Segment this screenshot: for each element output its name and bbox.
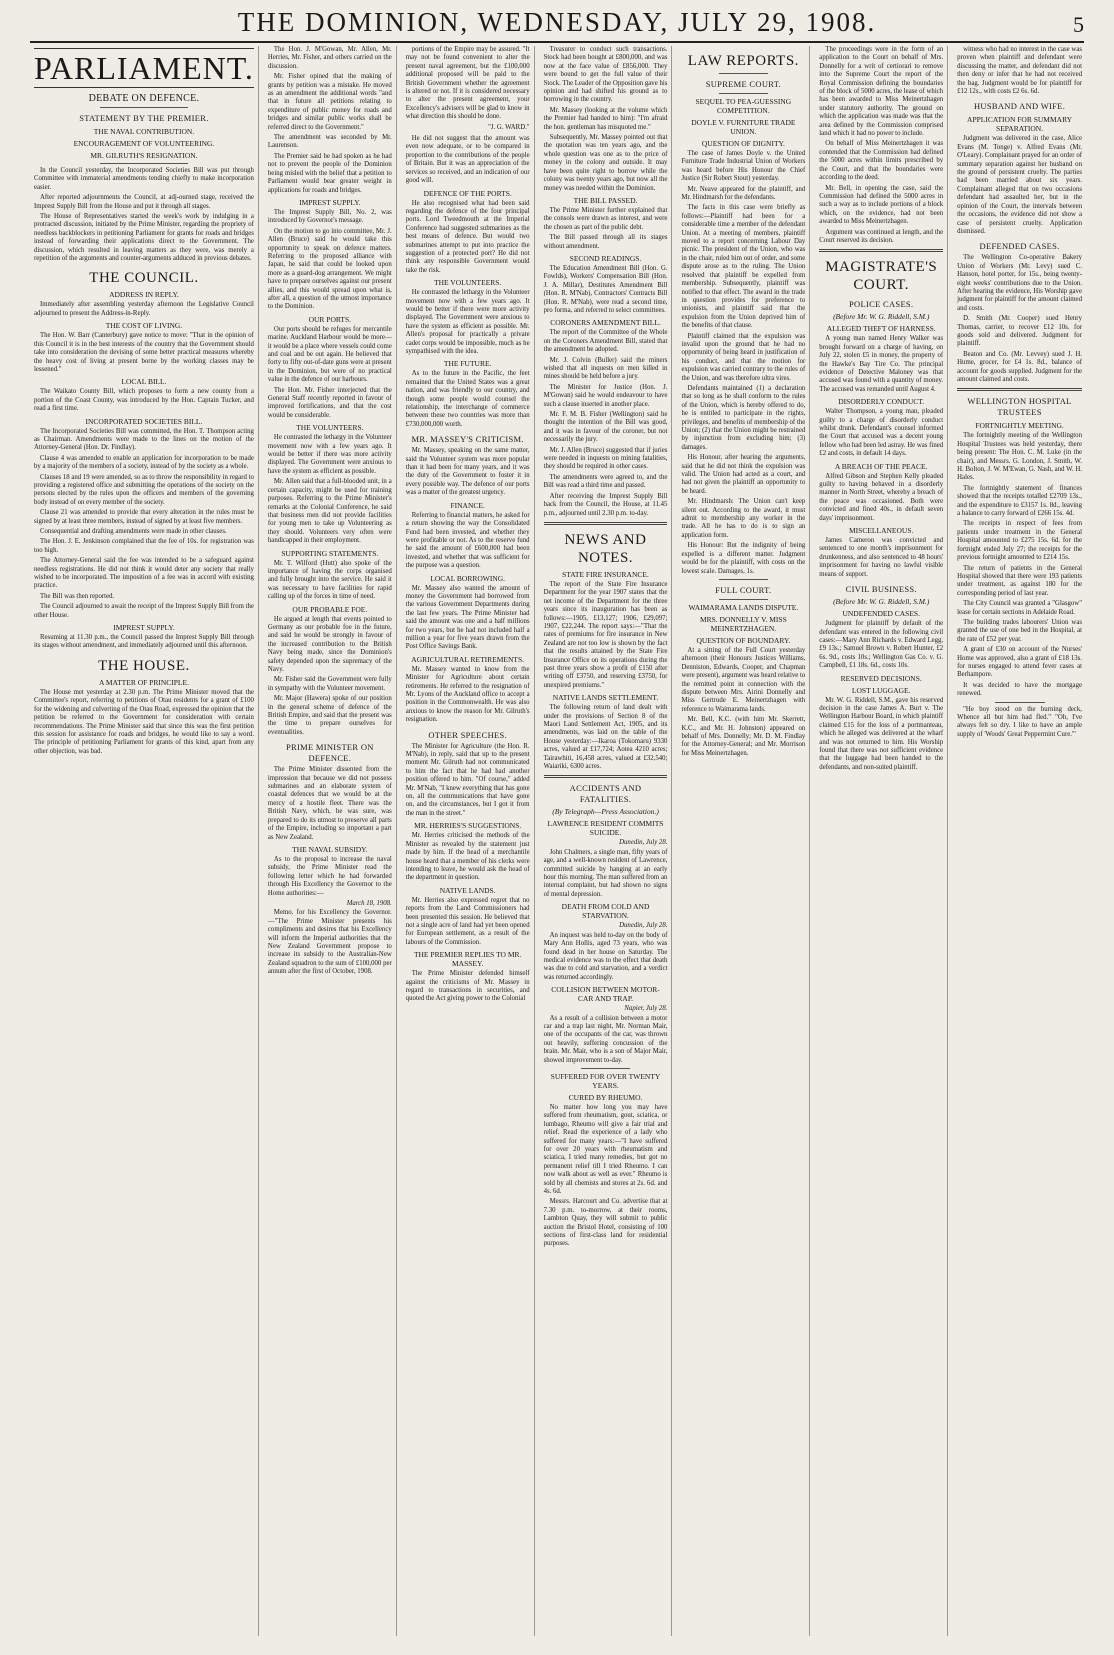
paragraph: He did not suggest that the amount was even now adequate, or to be compared in proportion to the contributions of the people of Britain. But it was an appreciation of the services so received, and an indication of our good will. (405, 135, 530, 185)
paragraph: In the Council yesterday, the Incorporated Societies Bill was put through Committee with immaterial amendments tending chiefly to make incorporation easier. (34, 167, 254, 191)
paragraph: The Education Amendment Bill (Hon. G. Fowlds), Workers' Compensation Bill (Hon. J. A. Millar), Destitutes Amendment Bill (Hon. R. M'Nab), Contractors' Contracts Bill (Hon. R. M'Nab), were read a second time, pro forma, and referred to select committees. (543, 264, 668, 314)
paragraph: The Minister for Justice (Hon. J. M'Gowan) said he would endeavour to have such a clause inserted in another place. (543, 383, 668, 408)
section-heading: WELLINGTON HOSPITAL TRUSTEES (967, 396, 1072, 418)
subheading: MRS. DONNELLY V. MISS MEINERTZHAGEN. (699, 614, 787, 633)
paragraph: It was decided to have the mortgage renewed. (957, 681, 1082, 698)
subheading: ENCOURAGEMENT OF VOLUNTEERING. (73, 139, 215, 148)
columns (30, 46, 1086, 1636)
subheading: SUPPORTING STATEMENTS. (281, 548, 379, 558)
paragraph: Alfred Gibson and Stephen Kelly pleaded guilty to having behaved in a disorderly manner in North Street, whereby a breach of the peace was occasioned. Both were convicted and fined 40s., in default seven days' imprisonment. (819, 472, 944, 522)
paragraph: Subsequently, Mr. Massey pointed out that the quotation was ten years ago, and the whole question was one as to the price of money in the colony and outside. It may have been quite right to borrow while the colony was twenty years ago, but now all the money was needed within the Dominion. (543, 134, 668, 192)
subheading: SEQUEL TO PEA-GUESSING COMPETITION. (695, 97, 792, 115)
paragraph: After receiving the Imprest Supply Bill back from the Council, the House, at 11.45 p.m., adjourned until 2.30 p.m. to-day. (543, 492, 668, 517)
paragraph: Judgment for plaintiff by default of the defendant was entered in the following civil cases:—Mary Ann Richards v. Edward Legg, £9 13s.; Samuel Brown v. Robert Hunter, £2 6s. 9d., costs 10s.; Wellington Gas Co. v. G. Campbell, £1 18s. 6d., costs 10s. (819, 620, 944, 670)
paragraph: Mr. Massey wanted to know from the Minister for Agriculture about certain retirements. He referred to the resignation of Mr. Lyons of the Auckland office to accept a position in the Commonwealth. He was also anxious to know the reason for Mr. Gilruth's resignation. (405, 665, 530, 724)
dateline: Dunedin, July 28. (619, 922, 668, 930)
article-heading: DEBATE ON DEFENCE. (88, 93, 200, 104)
paragraph: Mr. Bell, in opening the case, said the Commission had defined the 5000 acres in such a way as to include portions of a block which, on the evidence, had not been awarded to Miss Meinertzhagen. (819, 184, 944, 226)
parliament-banner: PARLIAMENT. (34, 50, 254, 86)
subheading: DEFENDED CASES. (979, 241, 1060, 252)
paragraph: The receipts in respect of fees from patients under treatment in the General Hospital amounted to £275 15s. 6d. for the fortnight ended July 27; the receipts for the previous fortnight amounted to £214 15s. (957, 520, 1082, 562)
subheading: DISORDERLY CONDUCT. (838, 397, 925, 407)
paragraph: As to the proposal to increase the naval subsidy, the Prime Minister read the following letter which he had forwarded through His Excellency the Governor to the Home authorities:— (267, 855, 392, 897)
paragraph: The Hon. J. E. Jenkinson complained that the fee of 10s. for registration was too high. (34, 538, 254, 554)
paragraph: As a result of a collision between a motor car and a trap last night, Mr. Norman Mair, one of the occupants of the car, was thrown out heavily, suffering concussion of the brain. Mr. Mair, who is a son of Major Mair, showed improvement to-day. (543, 1014, 668, 1064)
paragraph: Clauses 18 and 19 were amended, so as to throw the responsibility in regard to providing a registered office and submitting the operations of the society on the persons elected by the rules upon the officers and members of the governing body instead of on every member of the society. (34, 473, 254, 506)
subheading: NATIVE LANDS SETTLEMENT. (552, 693, 659, 703)
paragraph: Mr. F. M. B. Fisher (Wellington) said he thought the intention of the Bill was good, and it was in favour of the coroner, but not necessarily the jury. (543, 411, 668, 444)
paragraph: He argued at length that events pointed to Germany as our probable foe in the future, and said he would be strongly in favour of the increased contribution to the British Navy being made, since the Dominion's safety depended upon the supremacy of the Navy. (267, 615, 392, 673)
paragraph: Mr. Herries also expressed regret that no reports from the Land Commissioners had been presented this session. He believed that not a single acre of land had yet been opened for European settlement, as a result of the labours of the Commission. (405, 896, 530, 946)
paragraph: The Premier said he had spoken as he had not to prevent the people of the Dominion being misled with the belief that a petition to Parliament would bear greater weight in applications for roads and bridges. (267, 152, 392, 194)
subheading: THE NAVAL CONTRIBUTION. (93, 127, 195, 136)
subheading: DOYLE V. FURNITURE TRADE UNION. (691, 118, 796, 136)
dateline: Dunedin, July 28. (619, 839, 668, 847)
subheading: THE COST OF LIVING. (105, 321, 183, 331)
subheading: MISCELLANEOUS. (849, 526, 914, 536)
section-heading: THE COUNCIL. (89, 270, 199, 287)
subheading: IMPREST SUPPLY. (299, 197, 361, 207)
paragraph: Our ports should be refuges for mercantile marine. Auckland Harbour would be more—it would be a place where vessels could come and coal and be out again. He believed that forty to fifty out-of-date guns were at present in the Dominion, but were of no practical value in the defence of our harbours. (267, 325, 392, 384)
paragraph: On behalf of Miss Meinertzhagen it was contended that the Commission had defined the 5000 acres within limits prescribed by the Court, and that the boundaries were according to the deed. (819, 140, 944, 182)
paragraph: The Imprest Supply Bill, No. 2, was introduced by Governor's message. (267, 208, 392, 225)
paragraph: He contrasted the lethargy in the Volunteer movement now with a few years ago. It would be better if there were more activity displayed. The Government were anxious to have the system as efficient as possible. Mr. Allen's proposal for practically a private cadet corps would be impossible, much as he sympathised with the idea. (405, 289, 530, 355)
paragraph: The Prime Minister defended himself against the criticisms of Mr. Massey in regard to transactions in securities, and quoted the Act giving power to the Colonial (405, 970, 530, 1003)
column-3 (402, 46, 535, 1636)
subheading: FORTNIGHTLY MEETING. (975, 421, 1064, 431)
paragraph: The amendment was seconded by Mr. Laurenson. (267, 134, 392, 150)
paragraph: No matter how long you may have suffered from rheumatism, gout, sciatica, or lumbago, Rheumo will give a fair trial and relief. Read the experience of a lady who suffered for many years:—"I have suffered for over 20 years with rheumatism and sciatica, I tried many remedies, but got no permanent relief till I tried Rheumo. I can now walk about as well as ever." Rheumo is sold by all chemists and stores at 2s. 6d. and 4s. 6d. (543, 1103, 668, 1196)
paragraph: The report of the State Fire Insurance Department for the year 1907 states that the net income of the Department for the three years since its inauguration has been as follows:—1905, £13,127; 1906, £29,097; 1907, £22,244. The report says:—"That the rates of premiums for fire insurance in New Zealand are not too low is shown by the fact that the results attained by the State Fire Insurance Office on its operations during the past three years show a profit of £150 after writing off £3750, and reserving £3750, for unexpired premiums." (543, 580, 668, 689)
paragraph: He also recognised what had been said regarding the defence of the four principal ports. Lord Tweedmouth at the Imperial Conference had suggested submarines as the best means of defence. But would two submarines attempt to put into practice the suggestion of a protected port? He did not think any responsible Government would take the risk. (405, 199, 530, 274)
paragraph: After reported adjournments the Council, at adj-ourned stage, received the Imprest Supply Bill from the House and put it through all stages. (34, 194, 254, 210)
paragraph: The Prime Minister further explained that the consols were drawn as interest, and were the chosen as part of the public debt. (543, 206, 668, 231)
paragraph: Defendants maintained (1) a declaration that so long as he shall conform to the rules of the Union, which is hereby offered to do, he is entitled to participate in the rights, privileges, and benefits of membership of the Union; (2) that the Union might be restrained by injunction from excluding him; (3) damages. (681, 384, 806, 451)
paragraph: The fortnightly meeting of the Wellington Hospital Trustees was held yesterday, there being present: The Hon. C. M. Luke (in the chair), and Messrs. G. London, J. Smith, W. H. Bolton, J. W. M'Ewan, G. Nash, and W. H. Hales. (957, 432, 1082, 482)
column-2 (264, 46, 397, 1636)
subheading: PRIME MINISTER ON DEFENCE. (285, 742, 374, 764)
paragraph: portions of the Empire may be assured. "It may not be found convenient to alter the present naval agreement, but the £100,000 additional proposed will be paid to the British Government whether the agreement is altered or not. If it is considered necessary to alter the present agreement, your Excellency's advisers will be glad to know in what direction this should be done. (405, 46, 530, 121)
paragraph: Mr. Herries criticised the methods of the Minister as revealed by the statement just made by him. If the head of a merchantile house heard that a member of his clerks were intending to leave, he would ask the head of the department in question. (405, 832, 530, 882)
subheading: UNDEFENDED CASES. (842, 609, 920, 619)
subheading: WAIMARAMA LANDS DISPUTE. (688, 602, 799, 612)
subheading: MR. MASSEY'S CRITICISM. (411, 434, 524, 445)
paragraph: Consequential and drafting amendments were made in other clauses. (40, 528, 227, 535)
paragraph: The Prime Minister dissented from the impression that because we did not possess submarines and an elaborate system of coastal defences that we would be at the mercy of a hostile fleet. There was the British Navy, which, he was sure, was prepared to do its utmost to preserve all parts of the Empire, including so important a part as New Zealand. (267, 766, 392, 841)
paragraph: Memo. for his Excellency the Governor.—"The Prime Minister presents his compliments and desires that his Excellency will inform the Imperial authorities that the New Zealand Government propose to increase its subsidy to the Australian-New Zealand squadron to the sum of £100,000 per annum after the first of October, 1908. (267, 909, 392, 976)
paragraph: Mr. Neave appeared for the plaintiff, and Mr. Hindmarsh for the defendants. (681, 185, 806, 202)
credit-line: (By Telegraph—Press Association.) (552, 807, 659, 817)
paragraph: Walter Thompson, a young man, pleaded guilty to a charge of disorderly conduct whilst drunk. Defendant's counsel informed the Court that accused was a decent young fellow who had been led astray. He was fined £2 and costs, in default 14 days. (819, 408, 944, 458)
paragraph: On the motion to go into committee, Mr. J. Allen (Bruce) said he would take this opportunity to speak on defence matters. Referring to the proposed alliance with Japan, he said that could be looked upon more as a guard-dog arrangement. We might have to prepare ourselves against our present allies, and this would spread upon what is, after all, a question of the utmost importance to the Dominion. (267, 227, 392, 311)
credit-line: (Before Mr. W. G. Riddell, S.M.) (833, 597, 930, 607)
subheading: MR. GILRUTH'S RESIGNATION. (90, 151, 198, 160)
subheading: ADDRESS IN REPLY. (109, 290, 179, 300)
subheading: LOST LUGGAGE. (851, 685, 911, 695)
section-heading: NEWS AND NOTES. (564, 531, 647, 566)
subheading: FULL COURT. (715, 584, 772, 595)
subheading: CIVIL BUSINESS. (845, 584, 917, 595)
subheading: THE NAVAL SUBSIDY. (292, 844, 368, 854)
credit-line: (Before Mr. W. G. Riddell, S.M.) (833, 312, 930, 322)
paragraph: D. Smith (Mr. Cooper) sued Henry Thomas, carrier, to recover £12 10s. for goods sold and delivered. Judgment for plaintiff. (957, 315, 1082, 348)
paragraph: Mr. Allen said that a full-blooded unit, in a certain capacity, might be used for training purposes. Referring to the Prime Minister's remarks at the Colonial Conference, he said that business men did not provide facilities for young men to take up Volunteering as they should. Volunteers very often were handicapped in their employment. (267, 478, 392, 545)
subheading: MR. HERRIES'S SUGGESTIONS. (414, 821, 522, 831)
paragraph: A grant of £30 on account of the Nurses' Home was approved, also a grant of £18 13s. for nurses engaged to attend fever cases at Berhampore. (957, 646, 1082, 679)
paragraph: Clause 21 was amended to provide that every alteration in the rules must be signed by at least three members, instead of signed by at least five members. (34, 509, 254, 525)
paragraph: The Bill passed through all its stages without amendment. (543, 234, 668, 250)
paragraph: Mr. J. Allen (Bruce) suggested that if juries were needed in inquests on mining fatalities, they should be required in other cases. (543, 446, 668, 471)
signature-line: "J. G. WARD." (488, 123, 530, 131)
subheading: FINANCE. (450, 500, 485, 510)
section-heading: LAW REPORTS. (687, 53, 799, 69)
paragraph: The House of Representatives started the week's work by indulging in a protracted discussion, initiated by the Prime Minister, regarding the propriety of needless backblockers in petitioning Parliament for grants for roads and bridges instead of forwarding their applications direct to the Government. The discussion, which resulted in leaving matters as they were, was merely a repetition of the arguments and counter-arguments adduced in previous debates. (34, 213, 254, 263)
subheading: CURED BY RHEUMO. (568, 1092, 643, 1102)
subheading: STATE FIRE INSURANCE. (562, 569, 649, 579)
dateline: Napier, July 28. (624, 1005, 668, 1013)
page-number: 5 (1073, 12, 1084, 37)
dateline: March 18, 1908. (346, 899, 392, 907)
subheading: QUESTION OF BOUNDARY. (696, 635, 791, 645)
paragraph: The Incorporated Societies Bill was committed, the Hon. T. Thompson acting as Chairman. Amendments were made to the lines on the motion of the Attorney-General (Hon. Dr. Findlay). (34, 427, 254, 452)
paragraph: The House met yesterday at 2.30 p.m. The Prime Minister moved that the Committee's report, referring to petitions of Otau residents for a grant of £100 for the widening and culverting of the Otau Road, expressed the opinion that the petition be referred to the Government for consideration with certain recommendations. The Prime Minister said that since this was the first petition this session for assistance for roads and bridges, he would like to say a word. The principle of petitioning Parliament for grants of this kind, apart from any other objection, was bad. (34, 688, 254, 755)
paragraph: The City Council was granted a "Glasgow" lease for certain sections in Adelaide Road. (957, 600, 1082, 616)
paragraph: Referring to financial matters, he asked for a return showing the way the Consolidated Fund had been invested, and whether they were profitable or not. As to the reserve fund he said the amount of £600,000 had been invested, and whether that was sufficient for the purpose was a question. (405, 511, 530, 570)
paragraph: The Attorney-General said the fee was intended to be a safeguard against needless registrations. He did not think it would deter any society that really wished to be incorporated. The imposition of a fee was in accord with existing practice. (34, 557, 254, 590)
paragraph: Plaintiff claimed that the expulsion was invalid upon the ground that he had no opportunity of being heard in justification of his conduct, and that the motion for expulsion was carried contrary to the rules of the Union, and was therefore ultra vires. (681, 332, 806, 382)
paragraph: The amendments were agreed to, and the Bill was read a third time and passed. (543, 473, 668, 490)
paragraph: The case of James Doyle v. the United Furniture Trade Industrial Union of Workers was heard before His Honour the Chief Justice (Sir Robert Stout) yesterday. (681, 150, 806, 183)
subheading: THE VOLUNTEERS. (433, 278, 502, 288)
subheading: DEFENCE OF THE PORTS. (423, 188, 512, 198)
paragraph: Resuming at 11.30 p.m., the Council passed the Imprest Supply Bill through its stages without amendment, and immediately adjourned until this afternoon. (34, 634, 254, 650)
paragraph: Beaton and Co. (Mr. Levvey) sued J. H. Hume, grocer, for £4 1s. 8d., balance of account for goods supplied. Judgment for the amount claimed and costs. (957, 350, 1082, 383)
paragraph: Mr. J. Colvin (Buller) said the miners wished that all inquests on men killed in mines should be held before a jury. (543, 356, 668, 381)
subheading: COLLISION BETWEEN MOTOR-CAR AND TRAP. (551, 985, 660, 1004)
subheading: SUPREME COURT. (705, 79, 782, 89)
subheading: THE BILL PASSED. (573, 195, 638, 205)
paragraph: Mr. Bell, K.C. (with him Mr. Skerrett, K.C., and Mr. H. Johnston) appeared on behalf of Mrs. Donnelly; Mr. D. M. Findlay for the Attorney-General; and Mr. Morrison for Miss Meinertzhagen. (681, 716, 806, 757)
section-heading: THE HOUSE. (98, 657, 190, 674)
paragraph: The proceedings were in the form of an application to the Court on behalf of Mrs. Donnelly for a writ of certiorari to remove into the Supreme Court the report of the Royal Commission defining the boundaries of the block of 5000 acres, the lease of which has been awarded to Miss Meinertzhagen under statutory authority. The ground on which the application was made was that the area defined by the Commission comprised land which it had no power to include. (819, 46, 944, 138)
paragraph: Mr. W. G. Riddell, S.M., gave his reserved decision in the case James A. Burt v. The Wellington Harbour Board, in which plaintiff claimed £15 for the loss of a portmanteau, which he alleged was delivered at the wharf and was not returned to him. His Worship found that there was not sufficient evidence that the luggage had been handed to the defendants, and non-suited plaintiff. (819, 696, 944, 771)
paragraph: He contrasted the lethargy in the Volunteer movement now with a few years ago. It would be better if there was more activity displayed. The Government were anxious to have the system as efficient as possible. (267, 434, 392, 475)
paragraph: Argument was continued at length, and the Court reserved its decision. (819, 228, 944, 244)
paragraph: The Council adjourned to await the receipt of the Imprest Supply Bill from the other House. (34, 603, 254, 619)
column-1 (30, 46, 259, 1636)
subheading: OUR PROBABLE FOE. (292, 604, 368, 614)
paragraph: The fortnightly statement of finances showed that the receipts totalled £2709 13s., and the expenditure to £3157 1s. 8d., leaving a balance to carry forward of £266 15s. 4d. (957, 484, 1082, 518)
paragraph: The following return of land dealt with under the provisions of Section 8 of the Maori Land Settlement Act, 1905, and its amendments, was laid on the table of the House yesterday:—Ikaroa (Tokomaru) 9330 acres, valued at £17,724; Aotea 4210 acres; Tairawhiti, 16,458 acres, valued at £32,540; Waiariki, 6300 acres. (543, 704, 668, 771)
subheading: THE PREMIER REPLIES TO MR. MASSEY. (413, 950, 522, 969)
subheading: SECOND READINGS. (569, 253, 642, 263)
subheading: THE FUTURE. (443, 359, 492, 369)
paragraph: Treasurer to conduct such transactions. Stock had been bought at £800,000, and was now at the face value of £856,000. They were bound to get the full value of their Stock. The Leader of the Opposition gave his opinion and had shifted his ground as to borrowing in the country. (543, 46, 668, 104)
section-heading: ACCIDENTS AND FATALITIES. (569, 783, 642, 805)
paragraph: The return of patients in the General Hospital showed that there were 193 patients under treatment, as against 180 for the corresponding period of last year. (957, 564, 1082, 597)
subheading: APPLICATION FOR SUMMARY SEPARATION. (967, 115, 1073, 134)
paragraph: The report of the Committee of the Whole on the Coroners Amendment Bill, stated that the amendment be adopted. (543, 329, 668, 354)
paragraph: Mr. Major (Hawera) spoke of our position in the general scheme of defence of the British Empire, and said that the present was the time to prepare ourselves for eventualities. (267, 695, 392, 736)
paragraph: Mr. Massey (looking at the volume which the Premier had handed to him): "I'm afraid the hon. gentleman has misquoted me." (543, 106, 668, 131)
paragraph: Mr. Fisher said the Government were fully in sympathy with the Volunteer movement. (267, 676, 392, 692)
subheading: LAWRENCE RESIDENT COMMITS SUICIDE. (547, 819, 664, 838)
subheading: AGRICULTURAL RETIREMENTS. (411, 654, 525, 664)
subheading: OTHER SPEECHES. (428, 729, 507, 740)
paragraph: As to the future in the Pacific, the feet remained that the United States was a great nation, and was friendly to our country, and though some people would counsel the relationship, the interchange of commerce between these two countries was more than £730,000,000 worth. (405, 370, 530, 428)
subheading: INCORPORATED SOCIETIES BILL. (85, 416, 203, 426)
column-4 (540, 46, 673, 1636)
subheading: QUESTION OF DIGNITY. (701, 139, 785, 148)
paragraph: The Wellington Co-operative Bakery Union of Workers (Mr. Levy) sued C. Hanson, hotel porter, for 15s., being twenty-eight weeks' contributions due to the Union. After hearing the evidence, His Worship gave judgment for plaintiff for the amount claimed and costs. (957, 254, 1082, 312)
masthead-title: THE DOMINION, WEDNESDAY, JULY 29, 1908. (237, 7, 877, 37)
subheading: ALLEGED THEFT OF HARNESS. (826, 324, 936, 334)
paragraph: witness who had no interest in the case was proven when plaintiff and defendant were discussing the matter, and defendant did not then deny or infer that he had not received the bag. Judgment would be for plaintiff for £12 12s., with costs £2 6s. 6d. (957, 46, 1082, 96)
subheading: NATIVE LANDS. (439, 885, 496, 895)
subheading: OUR PORTS. (308, 314, 352, 324)
paragraph: The Minister for Agriculture (the Hon. R. M'Nab), in reply, said that up to the present moment Mr. Gilruth had not communicated to him the fact that he had had another position offered to him. "Of course," added Mr. M'Nab, "I knew everything that has gone on, all the communications that have gone on, and the circumstances, but I got it from the man in the street." (405, 742, 530, 817)
paragraph: The Bill was then reported. (40, 592, 115, 600)
paragraph: The Hon. J. M'Gowan, Mr. Allen, Mr. Herries, Mr. Fisher, and others carried on the discussion. (267, 46, 392, 70)
column-5 (677, 46, 810, 1636)
subheading: POLICE CASES. (849, 299, 914, 310)
paragraph: James Cameron was convicted and sentenced to one month's imprisonment for drunkenness, and also sentenced to 48 hours' imprisonment for having no lawful visible means of support. (819, 537, 944, 578)
subheading: SUFFERED FOR OVER TWENTY YEARS. (550, 1071, 661, 1090)
paragraph: The Hon. Mr. Fisher interjected that the General Staff recently reported in favour of improved fortifications, and that the cost would be considerable. (267, 386, 392, 419)
paragraph: An inquest was held to-day on the body of Mary Ann Hollis, aged 73 years, who was found dead in her house on Saturday. The medical evidence was to the effect that death was due to cold and starvation, and a verdict was returned accordingly. (543, 931, 668, 981)
paragraph: The facts in this case were briefly as follows:—Plaintiff had been for a considerable time a member of the defendant Union. At a meeting of members, plaintiff moved to a report concerning Labour Day picnic. The president of the Union, who was in the chair, ruled him out of order, and some dispute arose as to the ruling. The Union resolved that plaintiff be expelled from membership. Subsequently, plaintiff was notified to that effect. The award in the trade in question provides for preference to unionists, and plaintiff said that the expulsion from the Union deprived him of the benefits of that clause. (681, 204, 806, 330)
subheading: HUSBAND AND WIFE. (973, 101, 1066, 112)
paragraph: Mr. Massey, speaking on the same matter, said the Volunteer system was more popular than it had been for many years, and it was the duty of the Government to foster it in every possible way. The defence of our ports was a matter of the greatest urgency. (405, 447, 530, 497)
paragraph: Messrs. Harcourt and Co. advertise that at 7.30 p.m. to-morrow, at their rooms, Lambton Quay, they will submit to public auction the Bristol Hotel, consisting of 100 sections of first-class land for residential purposes. (543, 1198, 668, 1248)
paragraph: His Honour, after hearing the arguments, said that he did not think the expulsion was valid. The Union had acted as a court, and had not given the plaintiff an opportunity to be heard. (681, 454, 806, 495)
subheading: THE VOLUNTEERS. (296, 423, 364, 433)
paragraph: John Chalmers, a single man, fifty years of age, and a well-known resident of Lawrence, committed suicide by hanging at an early hour this morning. The man suffered from an internal complaint, but had shown no signs of mental depression. (543, 848, 668, 898)
subheading: LOCAL BORROWING. (430, 573, 506, 583)
paragraph: Mr. Massey also wanted the amount of money the Government had borrowed from the various Government Departments during the last few years. The Prime Minister had said the amount was one and a half millions for two years, but he had not included half a million a year for five years drawn from the Post Office Savings Bank. (405, 584, 530, 651)
subheading: STATEMENT BY THE PREMIER. (79, 113, 209, 123)
paragraph: Judgment was delivered in the case, Alice Evans (M. Tonge) v. Alfred Evans (Mr. O'Leary). Complainant prayed for an order of summary separation against her husband on the ground of persistent cruelty. The parties had been married about six years. Complainant alleged that on two occasions defendant had assaulted her, but in the opinion of the Court, the intervals between the occasions, the evidence did not show a case of persistent cruelty. Application dismissed. (957, 135, 1082, 235)
subheading: A BREACH OF THE PEACE. (834, 461, 928, 471)
subheading: CORONERS AMENDMENT BILL. (550, 318, 661, 328)
paragraph: At a sitting of the Full Court yesterday afternoon (their Honours Justices Williams, Denniston, Edwards, Cooper, and Chapman were present), argument was heard relative to the remitted point in connection with the dispute between Mrs. Airini Donnelly and Miss Gertrude E. Meinertzhagen with reference to Waimarama lands. (681, 646, 806, 713)
paragraph: Immediately after assembling yesterday afternoon the Legislative Council adjourned to present the Address-in-Reply. (34, 301, 254, 317)
masthead (30, 7, 1084, 43)
paragraph: The Waikato County Bill, which proposes to form a new county from a portion of the Coast County, was introduced by the Hon. Captain Tucker, and read a first time. (34, 388, 254, 413)
subheading: IMPREST SUPPLY. (113, 623, 175, 633)
paragraph: Mr. Hindmarsh: The Union can't keep silent out. According to the award, it must admit to membership any worker in the trade. All he has to do is to sign an application form. (681, 498, 806, 539)
subheading: RESERVED DECISIONS. (840, 673, 922, 683)
section-heading: MAGISTRATE'S COURT. (825, 259, 938, 294)
paragraph: The Hon. W. Barr (Canterbury) gave notice to move: "That in the opinion of this Council it is in the best interests of the country that the Government should take into consideration the devising of some better practical measures whereby the heavy cost of living at present borne by the working classes may be lessened." (34, 332, 254, 373)
paragraph: A young man named Henry Walker was brought forward on a charge of having, on July 22, stolen £5 in money, the property of the Hawke's Bay Tire Co. The principal evidence of Detective Maloney was that accused was found with a quantity of money. The accused was remanded until August 4. (819, 335, 944, 393)
column-6 (815, 46, 948, 1636)
paragraph: Clause 4 was amended to enable an application for incorporation to be made by a majority of the members of a society, instead of by the society as a whole. (34, 454, 254, 471)
paragraph: "He boy stood on the burning deck, Whence all but him had fled." "Oh, I've always felt so dry. I like to have an ample supply of 'Woods' Great Peppermint Cure.'" (957, 705, 1082, 738)
paragraph: His Honour: But the indignity of being expelled is a different matter. Judgment would be for the plaintiff, with costs on the lowest scale. Damages, 1s. (681, 542, 806, 575)
paragraph: Mr. T. Wilford (Hutt) also spoke of the importance of having the corps organised and fully brought into the service. He said it was necessary to have facilities for rapid calling up of the forces in time of need. (267, 559, 392, 601)
subheading: DEATH FROM COLD AND STARVATION. (561, 902, 650, 921)
paragraph: Mr. Fisher opined that the making of grants by petition was a mistake. He moved as an amendment the additional words "and that in future all petitions relating to expenditure of public money for roads and bridges and similar public works shall be referred direct to the Government." (267, 73, 392, 131)
column-7 (953, 46, 1086, 1636)
subheading: A MATTER OF PRINCIPLE. (98, 677, 189, 687)
subheading: LOCAL BILL. (121, 377, 167, 387)
paragraph: The building trades labourers' Union was granted the use of one bed in the Hospital, at the rate of £52 per year. (957, 618, 1082, 643)
